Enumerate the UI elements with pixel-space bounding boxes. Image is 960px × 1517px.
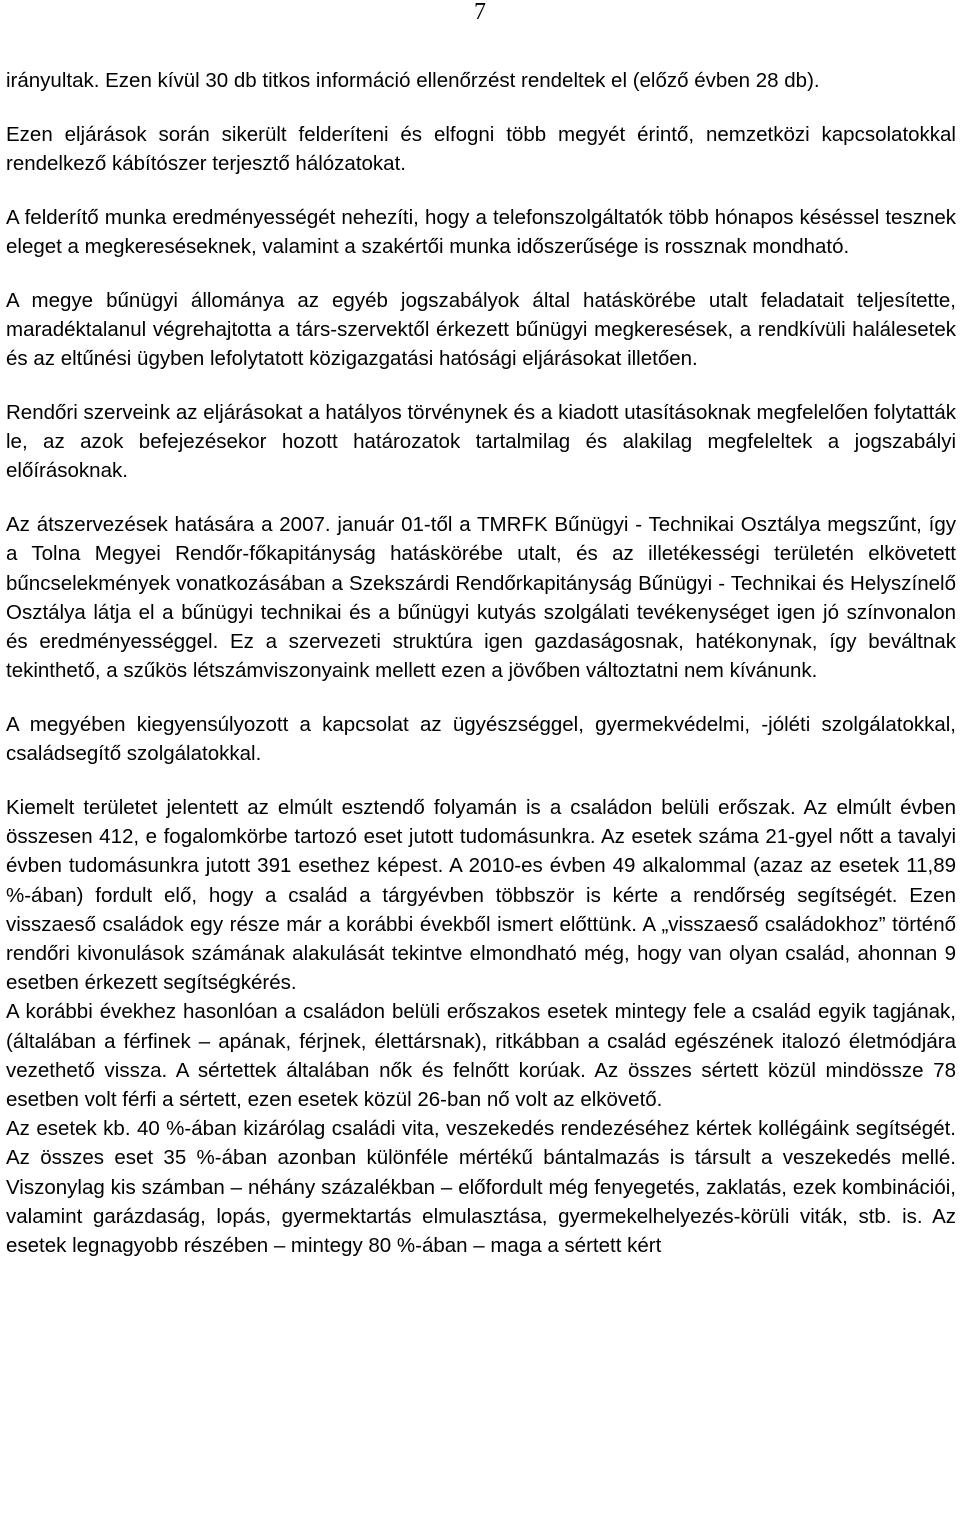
paragraph-case-types: Az esetek kb. 40 %-ában kizárólag családi vita, veszekedés rendezéséhez kértek kollégáink segítségét. Az összes eset 35 %-ában azonban különféle mértékű bántalmazás is társult a veszekedés mellé. Viszonylag kis számban – néhány százalékban – előfordult még fenyegetés, zaklatás, ezek kombinációi, valamint garázdaság, lopás, gyermektartás elmulasztása, gyermekelhelyezés-körüli viták, stb. is. Az esetek legnagyobb részében – mintegy 80 %-ában – maga a sértett kért — [6, 1117, 956, 1258]
paragraph-reorganization: Az átszervezések hatására a 2007. január 01-től a TMRFK Bűnügyi - Technikai Osztálya megszűnt, így a Tolna Megyei Rendőr-főkapitányság hatáskörébe utalt, és az illetékességi területén elkövetett bűncselekmények vonatkozásában a Szekszárdi Rendőrkapitányság Bűnügyi - Technikai és Helyszínelő Osztálya látja el a bűnügyi technikai és a bűnügyi kutyás szolgálati tevékenységet igen jó színvonalon és eredményességgel. Ez a szervezeti struktúra igen gazdaságosnak, hatékonynak, így beváltnak tekinthető, a szűkös létszámviszonyaink mellett ezen a jövőben változtatni nem kívánunk. — [6, 513, 956, 683]
paragraph-intelligence-checks: irányultak. Ezen kívül 30 db titkos információ ellenőrzést rendeltek el (előző évben 28 db). — [6, 69, 820, 92]
paragraph-domestic-violence: Kiemelt területet jelentett az elmúlt esztendő folyamán is a családon belüli erőszak. Az elmúlt évben összesen 412, e fogalomkörbe tartozó eset jutott tudomásunkra. Az esetek száma 21-gyel nőtt a tavalyi évben tudomásunkra jutott 391 esethez képest. A 2010-es évben 49 alkalommal (azaz az esetek 11,89 %-ában) fordult elő, hogy a család a tárgyévben többször is kérte a rendőrség segítségét. Ezen visszaeső családok egy része már a korábbi évekből ismert előttünk. A „visszaeső családokhoz” történő rendőri kivonulások számának alakulását tekintve elmondható még, hogy van olyan család, ahonnan 9 esetben érkezett segítségkérés. — [6, 796, 956, 995]
paragraph-domestic-violence-causes: A korábbi évekhez hasonlóan a családon belüli erőszakos esetek mintegy fele a család egyik tagjának, (általában a férfinek – apának, férjnek, élettársnak), ritkábban a család egészének italozó életmódjára vezethető vissza. A sértettek általában nők és felnőtt korúak. Az összes sértett közül mindössze 78 esetben volt férfi a sértett, ezen esetek közül 26-ban nő volt az elkövető. — [6, 1000, 956, 1112]
paragraph-procedures-compliance: Rendőri szerveink az eljárásokat a hatályos törvénynek és a kiadott utasításoknak megfelelően folytatták le, az azok befejezésekor hozott határozatok tartalmilag és alakilag megfeleltek a jogszabályi előírásoknak. — [6, 401, 956, 483]
paragraph-cooperation: A megyében kiegyensúlyozott a kapcsolat az ügyészséggel, gyermekvédelmi, -jóléti szolgálatokkal, családsegítő szolgálatokkal. — [6, 713, 956, 766]
paragraph-drug-networks: Ezen eljárások során sikerült felderíteni és elfogni több megyét érintő, nemzetközi kapcsolatokkal rendelkező kábítószer terjesztő hálózatokat. — [6, 122, 956, 175]
page-number: 7 — [474, 0, 486, 25]
document-body — [6, 66, 956, 1260]
paragraph-criminal-staff-duties: A megye bűnügyi állománya az egyéb jogszabályok által hatáskörébe utalt feladatait teljesítette, maradéktalanul végrehajtotta a társ-szervektől érkezett bűnügyi megkeresések, a rendkívüli halálesetek és az eltűnési ügyben lefolytatott közigazgatási hatósági eljárásokat illetően. — [6, 288, 956, 371]
paragraph-investigation-difficulties: A felderítő munka eredményességét nehezíti, hogy a telefonszolgáltatók több hónapos késéssel tesznek eleget a megkereséseknek, valamint a szakértői munka időszerűsége is rossznak mondható. — [6, 205, 956, 258]
